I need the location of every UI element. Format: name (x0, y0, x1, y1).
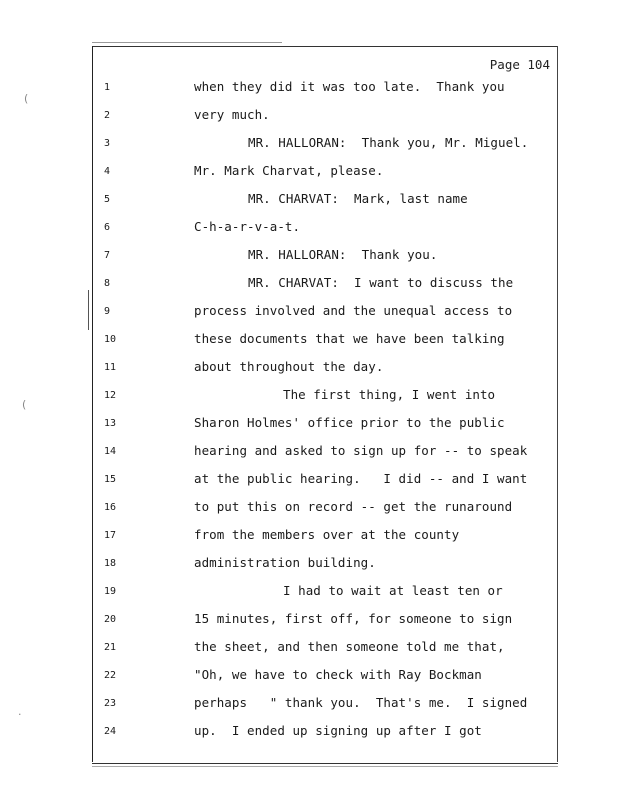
line-number: 24 (104, 726, 117, 737)
line-text: 15 minutes, first off, for someone to sign (194, 611, 513, 626)
line-text: very much. (194, 107, 270, 122)
line-text: MR. HALLORAN: Thank you. (248, 247, 438, 262)
line-number: 7 (104, 250, 111, 261)
transcript-line (0, 471, 618, 491)
line-text: at the public hearing. I did -- and I want (194, 471, 528, 486)
transcript-line (0, 135, 618, 155)
line-text: Sharon Holmes' office prior to the public (194, 415, 505, 430)
line-number: 2 (104, 110, 111, 121)
line-text: Mr. Mark Charvat, please. (194, 163, 384, 178)
line-text: perhaps " thank you. That's me. I signed (194, 695, 528, 710)
transcript-line (0, 555, 618, 575)
line-text: C-h-a-r-v-a-t. (194, 219, 301, 234)
line-number: 18 (104, 558, 117, 569)
hole-punch-mark-middle: ( (22, 398, 27, 411)
line-number: 19 (104, 586, 117, 597)
transcript-line (0, 611, 618, 631)
line-number: 6 (104, 222, 111, 233)
transcript-line (0, 387, 618, 407)
transcript-line (0, 723, 618, 743)
transcript-line (0, 639, 618, 659)
transcript-line (0, 107, 618, 127)
line-text: The first thing, I went into (283, 387, 496, 402)
line-number: 9 (104, 306, 111, 317)
transcript-line (0, 695, 618, 715)
line-number: 8 (104, 278, 111, 289)
transcript-line (0, 275, 618, 295)
line-text: MR. CHARVAT: I want to discuss the (248, 275, 514, 290)
line-text: to put this on record -- get the runaround (194, 499, 513, 514)
transcript-line (0, 331, 618, 351)
line-number: 20 (104, 614, 117, 625)
line-number: 16 (104, 502, 117, 513)
line-number: 10 (104, 334, 117, 345)
hole-punch-mark-bottom: · (18, 708, 22, 721)
transcript-line (0, 303, 618, 323)
transcript-line (0, 79, 618, 99)
line-text: "Oh, we have to check with Ray Bockman (194, 667, 482, 682)
line-number: 23 (104, 698, 117, 709)
transcript-line (0, 583, 618, 603)
line-number: 17 (104, 530, 117, 541)
hole-punch-mark-top: ( (24, 92, 29, 105)
line-number: 14 (104, 446, 117, 457)
transcript-line (0, 191, 618, 211)
scan-artifact-top (92, 42, 282, 43)
line-text: the sheet, and then someone told me that, (194, 639, 505, 654)
line-number: 12 (104, 390, 117, 401)
line-number: 3 (104, 138, 111, 149)
page-number: Page 104 (489, 57, 550, 72)
line-text: about throughout the day. (194, 359, 384, 374)
line-text: process involved and the unequal access to (194, 303, 513, 318)
line-number: 11 (104, 362, 117, 373)
transcript-line (0, 499, 618, 519)
line-number: 15 (104, 474, 117, 485)
line-text: I had to wait at least ten or (283, 583, 503, 598)
transcript-line (0, 219, 618, 239)
line-number: 21 (104, 642, 117, 653)
line-number: 5 (104, 194, 111, 205)
scan-artifact-bottom (92, 766, 558, 767)
line-text: MR. HALLORAN: Thank you, Mr. Miguel. (248, 135, 529, 150)
line-text: MR. CHARVAT: Mark, last name (248, 191, 468, 206)
transcript-line (0, 359, 618, 379)
transcript-line (0, 415, 618, 435)
line-number: 1 (104, 82, 111, 93)
line-text: hearing and asked to sign up for -- to speak (194, 443, 528, 458)
line-text: these documents that we have been talking (194, 331, 505, 346)
transcript-line (0, 443, 618, 463)
line-number: 13 (104, 418, 117, 429)
transcript-line (0, 667, 618, 687)
line-number: 4 (104, 166, 111, 177)
transcript-line (0, 247, 618, 267)
line-text: from the members over at the county (194, 527, 460, 542)
transcript-line (0, 163, 618, 183)
line-text: administration building. (194, 555, 376, 570)
transcript-line (0, 527, 618, 547)
line-text: when they did it was too late. Thank you (194, 79, 505, 94)
line-text: up. I ended up signing up after I got (194, 723, 482, 738)
line-number: 22 (104, 670, 117, 681)
